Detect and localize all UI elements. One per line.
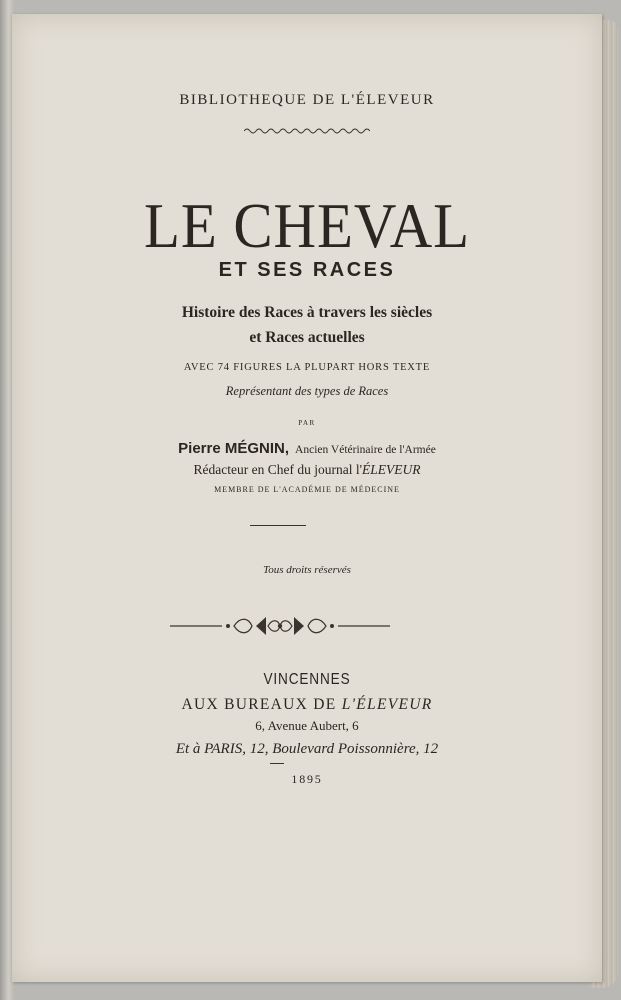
paris-address: Et à PARIS, 12, Boulevard Poissonnière, 12 (175, 741, 439, 757)
journal-name: ÉLEVEUR (362, 462, 421, 477)
title-page (12, 14, 602, 982)
author-role: Ancien Vétérinaire de l'Armée (295, 444, 436, 456)
editor-prefix: Rédacteur en Chef du journal l' (193, 462, 362, 477)
year-dash (270, 763, 284, 764)
author-line (12, 440, 602, 458)
publisher-address: 6, Avenue Aubert, 6 (255, 718, 359, 733)
short-rule (250, 525, 306, 526)
publisher-bureaux (12, 696, 602, 714)
book-title: LE CHEVAL (143, 190, 471, 261)
author-name: Pierre MÉGNIN, (178, 440, 290, 457)
publication-year: 1895 (291, 772, 323, 786)
description-line-2: et Races actuelles (249, 329, 365, 346)
fleuron-ornament (170, 613, 390, 639)
editor-line (12, 462, 602, 478)
bureaux-name: L'ÉLEVEUR (341, 696, 433, 713)
figures-note: AVEC 74 FIGURES LA PLUPART HORS TEXTE (183, 362, 431, 373)
rights-notice: Tous droits réservés (263, 564, 351, 576)
wavy-rule-ornament (244, 127, 370, 135)
academy-membership: MEMBRE DE L'ACADÉMIE DE MÉDECINE (214, 485, 400, 494)
par-label: PAR (298, 419, 316, 427)
figures-subnote: Représentant des types de Races (225, 384, 389, 398)
bureaux-prefix: AUX BUREAUX DE (181, 696, 342, 713)
series-heading: BIBLIOTHEQUE DE L'ÉLEVEUR (179, 92, 435, 108)
description-line-1: Histoire des Races à travers les siècles (181, 304, 433, 321)
book-subtitle: ET SES RACES (218, 259, 396, 281)
publisher-city: VINCENNES (263, 671, 351, 688)
